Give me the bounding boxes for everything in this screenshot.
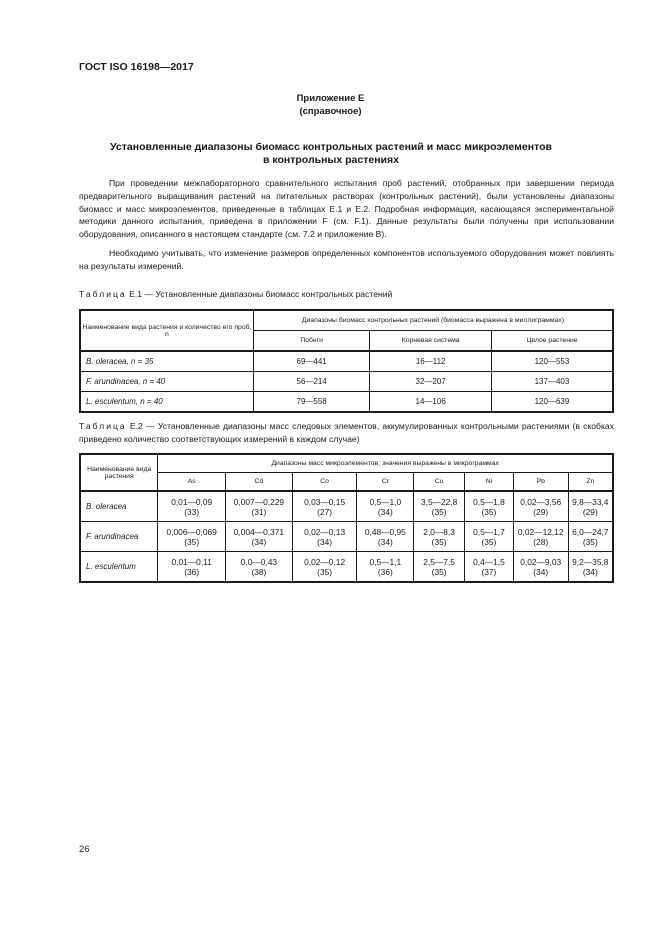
- cell-range: 0,004—0,371: [233, 526, 285, 537]
- table1-col-roots: Корневая система: [370, 331, 492, 352]
- cell-count: (34): [533, 566, 549, 577]
- paragraph-note: Необходимо учитывать, что изменение размеров определенных компонентов используемого оборудования может повлиять на результаты измерений.: [79, 247, 614, 271]
- table2-col-zn: Zn: [568, 473, 613, 492]
- table2-cell: [292, 491, 357, 522]
- cell-count: (35): [431, 566, 447, 577]
- cell-range: 6,0—24,7: [572, 526, 609, 537]
- cell-range: 0,4—1,5: [473, 556, 505, 567]
- cell-range: 0,007—0,229: [233, 496, 285, 507]
- cell-range: 0,01—0,09: [171, 496, 213, 507]
- cell-count: (31): [251, 506, 267, 517]
- table2-caption-label: Таблица: [79, 421, 127, 431]
- table2-cell: [357, 522, 414, 552]
- table2-cell: [513, 491, 568, 522]
- cell-range: 0,5—1,0: [369, 496, 402, 507]
- table2-cell: [357, 552, 414, 583]
- table2-col-cd: Cd: [226, 473, 293, 492]
- cell-range: 0,0—0,43: [240, 556, 278, 567]
- cell-count: (34): [251, 536, 267, 547]
- table2-col-as: As: [158, 473, 226, 492]
- cell-range: 0,5—1,8: [473, 496, 505, 507]
- table1-cell: 69—441: [253, 351, 370, 372]
- table2-col-co: Co: [292, 473, 357, 492]
- table1-row-name: F. arundinacea, n = 40: [80, 372, 253, 392]
- section-title: [79, 141, 583, 167]
- cell-range: 2,0—8,3: [423, 526, 455, 537]
- cell-range: 0,02—0,12: [304, 556, 346, 567]
- table2-cell: [568, 522, 613, 552]
- table2-row-name: F. arundinacea: [80, 522, 158, 552]
- table1-caption-text: Е.1 — Установленные диапазоны биомасс контрольных растений: [129, 289, 393, 299]
- cell-count: (34): [377, 506, 393, 517]
- cell-count: (27): [317, 506, 333, 517]
- table2-cell: [465, 491, 514, 522]
- cell-range: 0,5—1,7: [473, 526, 505, 537]
- cell-count: (35): [184, 536, 200, 547]
- table1-cell: 16—112: [370, 351, 492, 372]
- cell-range: 0,01—0,11: [171, 556, 212, 567]
- table1-header-name: Наименование вида растения и количество его проб, n: [80, 310, 253, 351]
- table2-cell: [513, 552, 568, 583]
- table2-col-ni: Ni: [465, 473, 514, 492]
- table2-row-name: L. esculentum: [80, 552, 158, 583]
- table2-row-name: B. oleracea: [80, 491, 158, 522]
- table1-row-name: L. esculentum, n = 40: [80, 392, 253, 413]
- table2-cell: [226, 491, 293, 522]
- cell-range: 9,2—35,8: [572, 556, 609, 567]
- table2-cell: [465, 552, 514, 583]
- table1-cell: 32—207: [370, 372, 492, 392]
- table2-cell: [158, 552, 226, 583]
- table1-cell: 120—553: [491, 351, 613, 372]
- cell-count: (35): [481, 536, 497, 547]
- cell-count: (29): [582, 506, 598, 517]
- cell-count: (29): [533, 506, 549, 517]
- table2-cell: [226, 552, 293, 583]
- table2-cell: [414, 552, 465, 583]
- cell-count: (35): [481, 506, 497, 517]
- page-number: 26: [79, 844, 90, 855]
- table1-col-shoots: Побеги: [253, 331, 370, 352]
- cell-range: 0,006—0,069: [166, 526, 217, 537]
- table1-caption: [79, 288, 614, 301]
- cell-range: 0,02—3,56: [520, 496, 562, 507]
- cell-range: 0,02—12,12: [517, 526, 564, 537]
- cell-range: 0,02—9,03: [520, 556, 562, 567]
- cell-count: (34): [317, 536, 333, 547]
- table2-col-cr: Cr: [357, 473, 414, 492]
- table2-cell: [513, 522, 568, 552]
- cell-range: 0,48—0,95: [364, 526, 406, 537]
- table-row: [80, 392, 613, 413]
- table2-col-pb: Pb: [513, 473, 568, 492]
- cell-count: (35): [582, 536, 598, 547]
- table1-col-whole: Целое растение: [491, 331, 613, 352]
- cell-count: (35): [317, 566, 333, 577]
- cell-count: (28): [533, 536, 549, 547]
- appendix-title: Приложение Е: [296, 93, 365, 104]
- biomass-table: [79, 309, 614, 413]
- table2-cell: [158, 491, 226, 522]
- table2-cell: [568, 552, 613, 583]
- table2-cell: [292, 522, 357, 552]
- cell-range: 0,02—0,13: [304, 526, 346, 537]
- table2-cell: [292, 552, 357, 583]
- trace-elements-table: [79, 453, 614, 583]
- table1-cell: 56—214: [253, 372, 370, 392]
- table-row: [80, 491, 613, 522]
- table-row: [80, 522, 613, 552]
- table2-header-ranges: Диапазоны масс микроэлементов; значения выражены в микрограммах: [158, 454, 613, 473]
- table-row: [80, 552, 613, 583]
- cell-range: 0,03—0,15: [304, 496, 346, 507]
- body-text: [79, 177, 614, 273]
- table-row: [80, 351, 613, 372]
- table1-cell: 137—403: [491, 372, 613, 392]
- cell-count: (38): [251, 566, 267, 577]
- cell-range: 3,5—22,8: [420, 496, 458, 507]
- table2-caption: [79, 420, 614, 446]
- cell-count: (36): [184, 566, 200, 577]
- table1-header-ranges: Диапазоны биомасс контрольных растений (биомасса выражена в миллиграммах): [253, 310, 613, 331]
- table2-cell: [414, 522, 465, 552]
- table2-cell: [158, 522, 226, 552]
- table2-header-name: Наименование вида растения: [80, 454, 158, 491]
- appendix-heading: [0, 92, 661, 118]
- section-title-line2: в контрольных растениях: [263, 154, 399, 166]
- table1-cell: 120—639: [491, 392, 613, 413]
- cell-count: (37): [481, 566, 497, 577]
- cell-count: (36): [377, 566, 393, 577]
- document-header: ГОСТ ISO 16198—2017: [79, 61, 194, 73]
- table2-caption-text: Е.2 — Установленные диапазоны масс следовых элементов, аккумулированных контрольными растениями (в скобках приведено количество соответствующих измерений в каждом случае): [79, 421, 614, 444]
- table2-col-cu: Cu: [414, 473, 465, 492]
- table1-caption-label: Таблица: [79, 289, 127, 299]
- table2-cell: [357, 491, 414, 522]
- table1-cell: 79—558: [253, 392, 370, 413]
- cell-count: (33): [184, 506, 200, 517]
- table-row: [80, 372, 613, 392]
- table2-cell: [414, 491, 465, 522]
- cell-count: (34): [377, 536, 393, 547]
- table2-cell: [226, 522, 293, 552]
- table2-cell: [465, 522, 514, 552]
- cell-count: (35): [431, 506, 447, 517]
- table1-cell: 14—106: [370, 392, 492, 413]
- section-title-line1: Установленные диапазоны биомасс контрольных растений и масс микроэлементов: [110, 141, 552, 153]
- cell-range: 9,8—33,4: [572, 496, 609, 507]
- cell-range: 2,5—7,5: [423, 556, 455, 567]
- table2-cell: [568, 491, 613, 522]
- cell-range: 0,5—1,1: [369, 556, 402, 567]
- cell-count: (35): [431, 536, 447, 547]
- table1-row-name: B. oleracea, n = 35: [80, 351, 253, 372]
- cell-count: (34): [582, 566, 598, 577]
- appendix-subtitle: (справочное): [299, 106, 362, 117]
- paragraph-intro: При проведении межлабораторного сравнительного испытания проб растений, отобранных при завершении периода предварительного выращивания растений на питательных растворах (контрольных растений), были установлены диапазоны биомасс и масс микроэлементов, приведенные в таблицах Е.1 и Е.2. Подробная информация, касающаяся экспериментальной методики данного испытания, приведена в приложении F (см. F.1). Данные результаты были получены при использовании оборудования, описанного в настоящем стандарте (см. 7.2 и приложение В).: [79, 178, 614, 240]
